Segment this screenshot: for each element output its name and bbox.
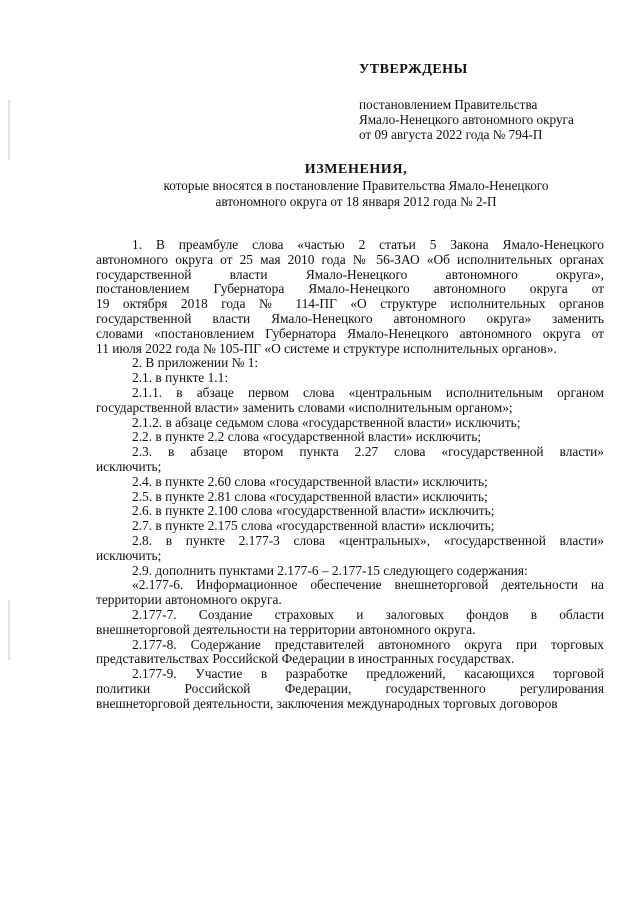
approval-line: постановлением Правительства [359, 97, 538, 112]
body-line: 2.5. в пункте 2.81 слова «государственной власти» исключить; [132, 488, 488, 504]
body-line: 2.4. в пункте 2.60 слова «государственной власти» исключить; [132, 473, 488, 489]
body-line: 2.1.2. в абзаце седьмом слова «государственной власти» исключить; [132, 414, 521, 430]
scan-margin-mark [8, 100, 10, 160]
body-line: 2.7. в пункте 2.175 слова «государственной власти» исключить; [132, 518, 495, 534]
body-line: 2.177-8. Содержание представителей автономного округа при торговых [132, 636, 604, 652]
body-line: постановлением Губернатора Ямало-Ненецкого автономного округа от [96, 281, 604, 297]
heading-subtitle: которые вносятся в постановление Правительства Ямало-Ненецкого [163, 178, 549, 193]
document-body [96, 238, 604, 712]
body-line: государственной власти Ямало-Ненецкого автономного округа» заменить [96, 310, 604, 326]
body-line: 2.1.1. в абзаце первом слова «центральным исполнительным органом [132, 384, 604, 400]
heading-subtitle: автономного округа от 18 января 2012 года № 2-П [215, 194, 497, 209]
body-line: автономного округа от 25 мая 2010 года № 56-ЗАО «Об исполнительных органах [96, 251, 604, 267]
body-line: 2.1. в пункте 1.1: [132, 370, 229, 386]
body-line: 1. В преамбуле слова «частью 2 статьи 5 Закона Ямало-Ненецкого [132, 237, 604, 252]
body-line: внешнеторговой деятельности на территории автономного округа. [96, 621, 476, 637]
body-line: 2.3. в абзаце втором пункта 2.27 слова «государственной власти» [132, 444, 604, 460]
body-line: словами «постановлением Губернатора Ямало-Ненецкого автономного округа от [96, 325, 604, 341]
body-line: 2.6. в пункте 2.100 слова «государственной власти» исключить; [132, 503, 495, 519]
body-line: 11 июля 2022 года № 105-ПГ «О системе и структуре исполнительных органов». [96, 340, 557, 356]
approval-line: от 09 августа 2022 года № 794-П [359, 127, 543, 142]
approval-block [359, 62, 574, 142]
body-line: внешнеторговой деятельности, заключения международных торговых договоров [96, 695, 558, 711]
body-line: 2.177-7. Создание страховых и залоговых фондов в области [132, 606, 604, 622]
body-line: государственной власти» заменить словами «исполнительным органом»; [96, 399, 513, 415]
body-line: 19 октября 2018 года № 114-ПГ «О структуре исполнительных органов [96, 296, 604, 312]
body-line: территории автономного округа. [96, 592, 282, 608]
scan-margin-mark [8, 600, 10, 660]
body-line: 2.177-9. Участие в разработке предложений, касающихся торговой [132, 666, 604, 682]
body-line: представительствах Российской Федерации в иностранных государствах. [96, 651, 515, 667]
body-line: исключить; [96, 547, 162, 563]
body-line: 2. В приложении № 1: [132, 355, 259, 371]
body-line: государственной власти Ямало-Ненецкого автономного округа», [96, 266, 604, 282]
approval-title: УТВЕРЖДЕНЫ [359, 62, 468, 77]
body-line: политики Российской Федерации, государственного регулирования [96, 680, 604, 696]
body-line: 2.8. в пункте 2.177-3 слова «центральных», «государственной власти» [132, 532, 604, 548]
approval-line: Ямало-Ненецкого автономного округа [359, 112, 574, 127]
heading-title: ИЗМЕНЕНИЯ, [304, 162, 408, 177]
body-line: 2.2. в пункте 2.2 слова «государственной власти» исключить; [132, 429, 482, 445]
document-heading [96, 162, 616, 210]
body-line: «2.177-6. Информационное обеспечение внешнеторговой деятельности на [132, 577, 604, 593]
body-line: 2.9. дополнить пунктами 2.177-6 – 2.177-15 следующего содержания: [132, 562, 528, 578]
body-line: исключить; [96, 458, 162, 474]
